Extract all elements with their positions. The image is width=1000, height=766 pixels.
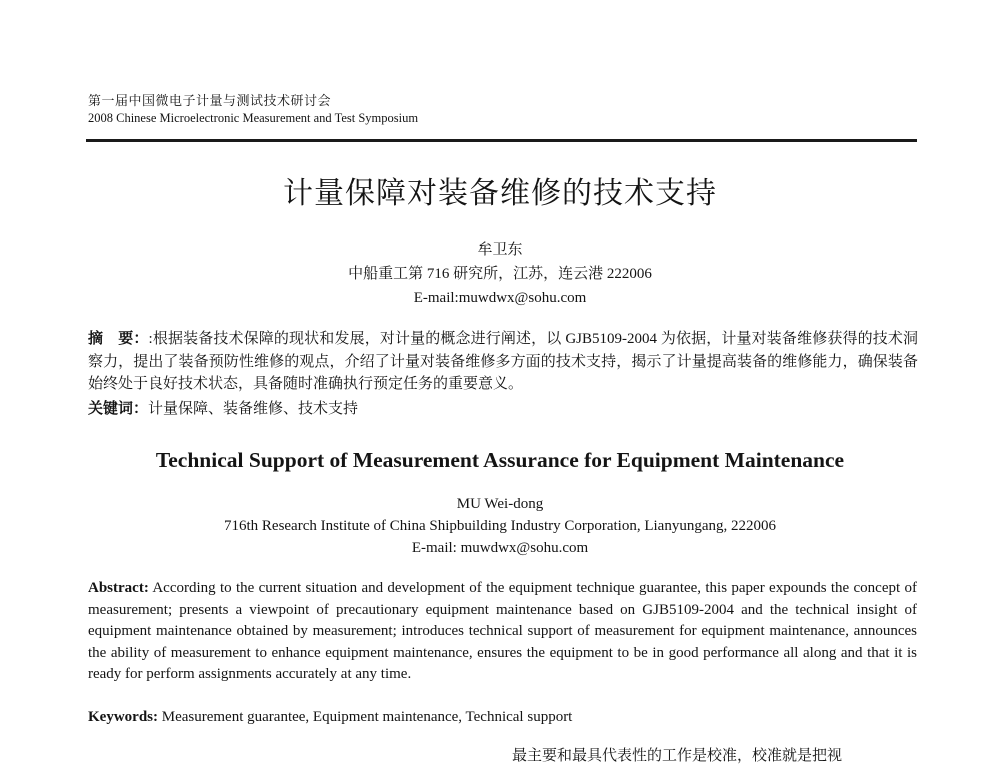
- header-en: 2008 Chinese Microelectronic Measurement and Test Symposium: [88, 111, 419, 125]
- running-header: [88, 93, 918, 126]
- abstract-en-text: According to the current situation and development of the equipment technique guarantee, this paper expounds the concept of measurement; presents a viewpoint of precautionary equipment maintenance based on GJB5109-2004 and the technical insight of equipment maintenance obtained by measurement; introduces technical support of measurement for equipment maintenance, announces the ability of measurement to enhance equipment maintenance, ensures the equipment to be in good performance all along and that it is ready for perform assignments accurately at any time.: [88, 580, 917, 682]
- email-cn: E-mail:muwdwx@sohu.com: [413, 290, 587, 306]
- abstract-cn-label: 摘 要：: [88, 331, 149, 347]
- abstract-en: [88, 578, 917, 686]
- header-rule: [86, 139, 917, 142]
- email-en: E-mail: muwdwx@sohu.com: [411, 540, 589, 556]
- header-cn: 第一届中国微电子计量与测试技术研讨会: [88, 93, 332, 108]
- body-text-fragment: 最主要和最具代表性的工作是校准，校准就是把视: [512, 748, 843, 764]
- keywords-cn-text: 计量保障、装备维修、技术支持: [148, 401, 359, 417]
- keywords-en-text: Measurement guarantee, Equipment maintenance, Technical support: [161, 709, 573, 725]
- title-cn: 计量保障对装备维修的技术支持: [283, 177, 717, 210]
- keywords-en: [88, 707, 917, 727]
- keywords-cn-label: 关键词：: [88, 401, 149, 417]
- abstract-cn-text: :根据装备技术保障的现状和发展，对计量的概念进行阐述，以 GJB5109-2004 为依据，计量对装备维修获得的技术洞察力，提出了装备预防性维修的观点，介绍了计量对装备维修多方面的技术支持，揭示了计量提高装备的维修能力，确保装备始终处于良好技术状态，具备随时准确执行预定任务的重要意义。: [88, 331, 918, 392]
- abstract-cn: [88, 328, 918, 396]
- keywords-en-label: Keywords:: [88, 709, 158, 725]
- affiliation-cn: 中船重工第 716 研究所，江苏，连云港 222006: [348, 266, 652, 282]
- abstract-en-label: Abstract:: [88, 580, 149, 596]
- title-en: Technical Support of Measurement Assurance for Equipment Maintenance: [155, 448, 845, 472]
- keywords-cn: [88, 398, 918, 420]
- affiliation-en: 716th Research Institute of China Shipbuilding Industry Corporation, Lianyungang, 222006: [223, 518, 776, 534]
- author-en: MU Wei-dong: [456, 496, 544, 512]
- author-cn: 牟卫东: [477, 242, 523, 258]
